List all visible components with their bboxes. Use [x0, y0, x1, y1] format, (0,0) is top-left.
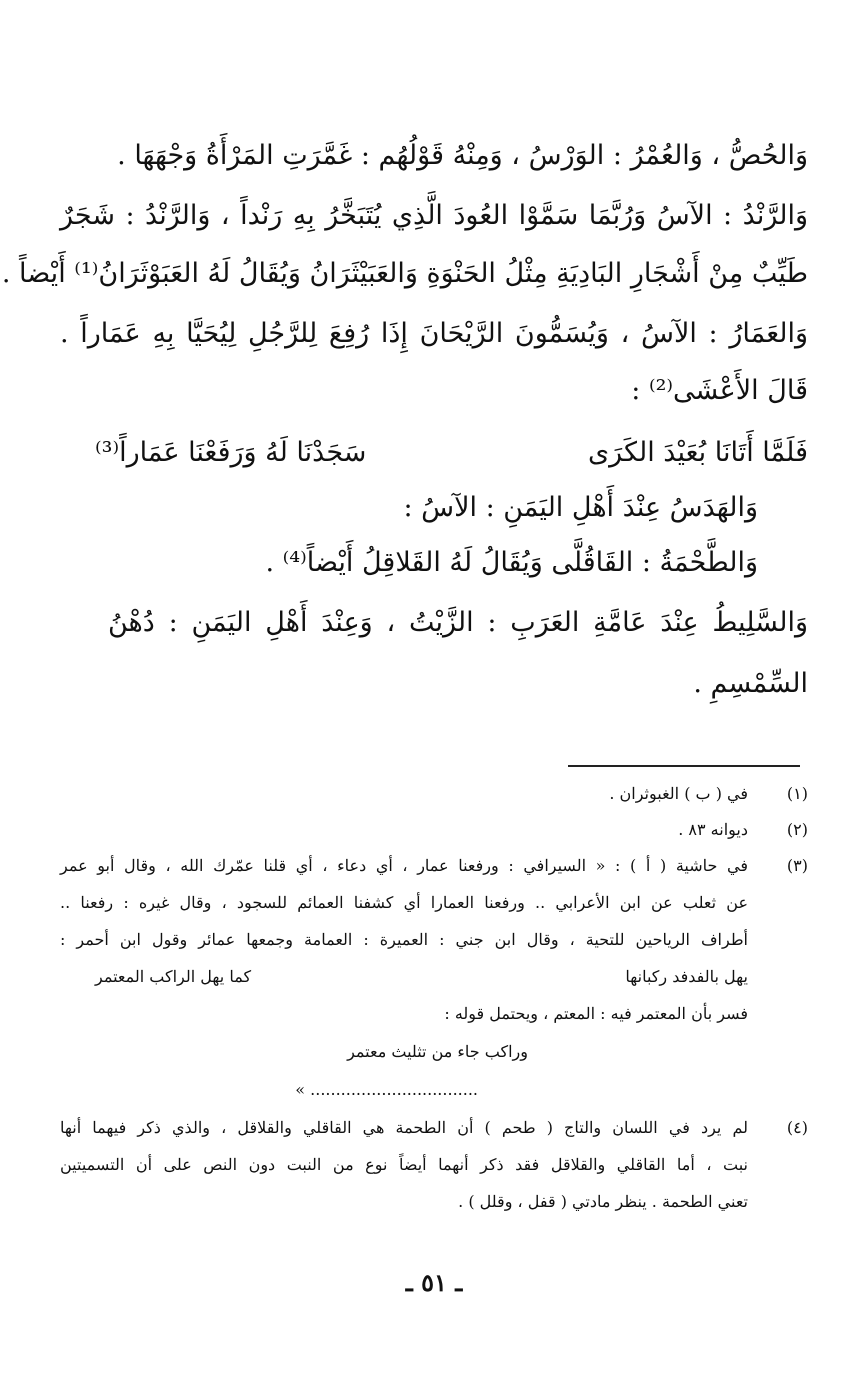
- footnote-4-line-2: نبت ، أما القاقلي والقلاقل فقد ذكر أنهما أيضاً نوع من النبت دون النص على أن التسميتين: [60, 1155, 748, 1174]
- footnote-3-number: (٣): [786, 856, 808, 875]
- footnote-3-verse-left: كما يهل الراكب المعتمر: [95, 967, 252, 986]
- body-line-4: وَالعَمَارُ : الآسُ ، وَيُسَمُّونَ الرَّيْحَانَ إِذَا رُفِعَ لِلرَّجُلِ لِيُحَيَّا بِهِ عَمَاراً .: [60, 318, 808, 349]
- footnote-3-line-1: في حاشية ( أ ) : « السيرافي : ورفعنا عمار ، أي دعاء ، أي قلنا عمّرك الله ، وقال أبو عمر: [60, 856, 748, 875]
- body-line-9: السِّمْسِمِ .: [693, 668, 808, 699]
- verse-second-hemistich: سَجَدْنَا لَهُ وَرَفَعْنَا عَمَاراً⁽³⁾: [95, 437, 367, 468]
- body-line-7: وَالطَّحْمَةُ : القَاقُلَّى وَيُقَالُ لَهُ القَلاقِلُ أَيْضاً⁽⁴⁾ .: [265, 547, 758, 578]
- footnote-4-number: (٤): [786, 1118, 808, 1137]
- verse-first-hemistich: فَلَمَّا أَتَانَا بُعَيْدَ الكَرَى: [588, 437, 808, 468]
- body-line-8: وَالسَّلِيطُ عِنْدَ عَامَّةِ العَرَبِ : الزَّيْتُ ، وَعِنْدَ أَهْلِ اليَمَنِ : دُهْنُ: [108, 607, 808, 638]
- footnote-1-number: (١): [786, 784, 808, 803]
- footnote-4-line-1: لم يرد في اللسان والتاج ( طحم ) أن الطحمة هي القاقلي والقلاقل ، والذي ذكر فيهما أنها: [60, 1118, 748, 1137]
- body-line-2: وَالرَّنْدُ : الآسُ وَرُبَّمَا سَمَّوْا العُودَ الَّذِي يُتَبَخَّرُ بِهِ رَنْداً ، وَالرَّنْدُ : شَجَرٌ: [60, 200, 808, 231]
- footnote-3-after: فسر بأن المعتمر فيه : المعتم ، ويحتمل قوله :: [444, 1004, 748, 1023]
- body-line-1: وَالحُصُّ ، وَالعُمْرُ : الوَرْسُ ، وَمِنْهُ قَوْلُهُم : غَمَّرَتِ المَرْأَةُ وَجْهَهَا .: [117, 140, 808, 171]
- body-line-5: قَالَ الأَعْشَى⁽²⁾ :: [631, 375, 808, 406]
- body-line-6: وَالهَدَسُ عِنْدَ أَهْلِ اليَمَنِ : الآسُ :: [403, 492, 758, 523]
- body-line-3: طَيِّبٌ مِنْ أَشْجَارِ البَادِيَةِ مِثْلُ الحَنْوَةِ وَالعَبَيْثَرَانُ وَيُقَالُ لَهُ العَبَوْثَرَانُ⁽¹⁾ أَيْضاً .: [1, 258, 808, 289]
- footnote-4-line-3: تعني الطحمة . ينظر مادتي ( قفل ، وقلل ) .: [458, 1192, 748, 1211]
- footnote-divider: [568, 765, 800, 767]
- footnote-1-text: في ( ب ) الغبوثران .: [609, 784, 748, 803]
- page-number: ـ ٥١ ـ: [405, 1268, 463, 1297]
- footnote-3-verse-2: وراكب جاء من تثليث معتمر: [347, 1042, 528, 1061]
- footnote-3-dots: ................................. »: [295, 1080, 478, 1099]
- footnote-2-number: (٢): [786, 820, 808, 839]
- footnote-3-line-3: أطراف الرياحين للتحية ، وقال ابن جني : العميرة : العمامة وجمعها عمائر وقول ابن أحمر :: [60, 930, 748, 949]
- footnote-2-text: ديوانه ٨٣ .: [678, 820, 748, 839]
- footnote-3-line-2: عن ثعلب عن ابن الأعرابي .. ورفعنا العمارا أي كشفنا العمائم للسجود ، وقال غيره : رفعنا ..: [60, 893, 748, 912]
- footnote-3-verse-right: يهل بالفدفد ركبانها: [625, 967, 748, 986]
